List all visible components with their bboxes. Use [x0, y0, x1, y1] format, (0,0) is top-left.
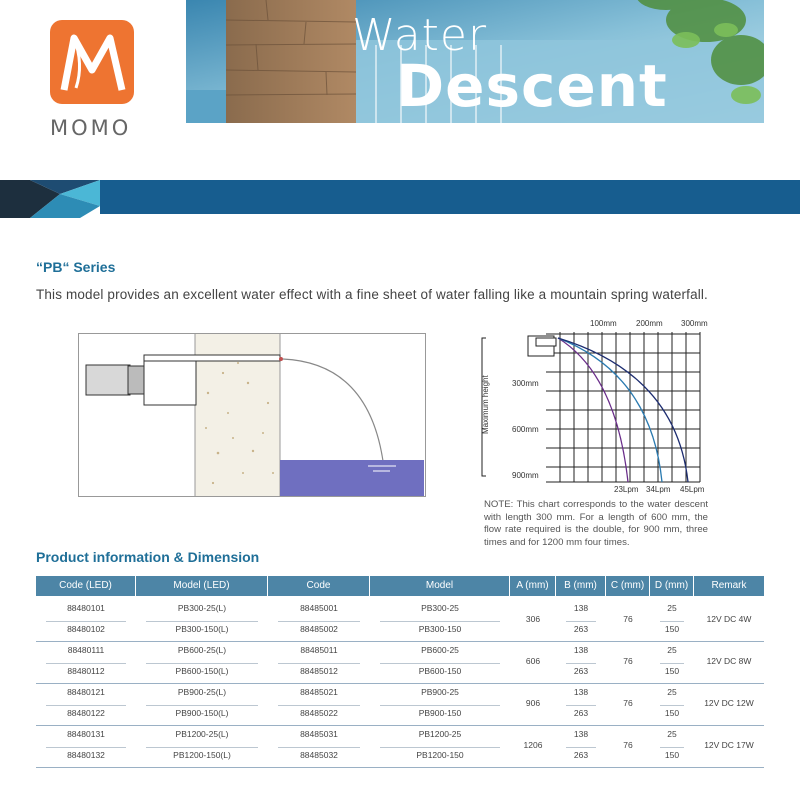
table-cell-b: 263 — [573, 750, 589, 760]
series-description: This model provides an excellent water effect with a fine sheet of water falling like a mountain spring waterfall. — [36, 287, 708, 302]
table-cell-code: 88485021 — [300, 687, 338, 697]
table-cell-code-led: 88480132 — [67, 750, 105, 760]
table-cell-code: 88485001 — [300, 603, 338, 613]
row-divider — [146, 663, 258, 664]
table-cell-code: 88485002 — [300, 624, 338, 634]
table-cell-model: PB300-25 — [421, 603, 459, 613]
y-label: 600mm — [512, 425, 539, 434]
table-row-group — [36, 642, 764, 684]
table-cell-model-led: PB300-25(L) — [177, 603, 227, 613]
row-divider — [146, 705, 258, 706]
table-cell-model: PB600-150 — [418, 666, 462, 676]
brand-logo — [50, 20, 134, 104]
table-cell-code-led: 88480111 — [67, 645, 105, 655]
table-cell-b: 263 — [573, 624, 589, 634]
table-cell-b: 138 — [573, 687, 589, 697]
table-cell-a: 306 — [525, 614, 541, 624]
table-cell-d: 25 — [667, 687, 677, 697]
table-cell-code-led: 88480122 — [67, 708, 105, 718]
flow-chart — [476, 314, 720, 496]
top-label: 300mm — [681, 319, 708, 328]
row-divider — [566, 621, 596, 622]
table-cell-c: 76 — [623, 698, 633, 708]
table-cell-d: 150 — [664, 624, 680, 634]
row-divider — [278, 663, 360, 664]
section-band — [100, 180, 800, 214]
table-cell-remark: 12V DC 17W — [704, 740, 754, 750]
column-header: D (mm) — [650, 576, 694, 596]
table-row-group — [36, 684, 764, 726]
table-cell-code-led: 88480121 — [67, 687, 105, 697]
table-cell-model-led: PB300-150(L) — [175, 624, 229, 634]
top-label: 100mm — [590, 319, 617, 328]
y-label: 900mm — [512, 471, 539, 480]
row-divider — [660, 747, 684, 748]
table-cell-remark: 12V DC 8W — [706, 656, 752, 666]
table-cell-code-led: 88480112 — [67, 666, 105, 676]
table-cell-code: 88485012 — [300, 666, 338, 676]
table-row-group — [36, 726, 764, 768]
hero-title-line2: Descent — [396, 52, 668, 120]
row-divider — [278, 621, 360, 622]
row-divider — [46, 621, 126, 622]
row-divider — [278, 705, 360, 706]
table-cell-model-led: PB600-25(L) — [177, 645, 227, 655]
column-header: Remark — [694, 576, 764, 596]
table-cell-code-led: 88480102 — [67, 624, 105, 634]
table-cell-a: 1206 — [523, 740, 543, 750]
table-cell-model-led: PB900-25(L) — [177, 687, 227, 697]
table-cell-d: 150 — [664, 666, 680, 676]
row-divider — [46, 705, 126, 706]
row-divider — [566, 747, 596, 748]
column-header: B (mm) — [556, 576, 606, 596]
table-cell-d: 150 — [664, 750, 680, 760]
table-cell-model-led: PB1200-150(L) — [173, 750, 231, 760]
table-header — [36, 576, 764, 596]
table-cell-remark: 12V DC 4W — [706, 614, 752, 624]
row-divider — [660, 663, 684, 664]
flow-label: 34Lpm — [646, 485, 671, 494]
installation-diagram — [78, 333, 426, 497]
table-cell-remark: 12V DC 12W — [704, 698, 754, 708]
chevron-decoration-icon — [0, 176, 110, 218]
table-cell-c: 76 — [623, 614, 633, 624]
table-cell-code: 88485031 — [300, 729, 338, 739]
table-cell-b: 263 — [573, 708, 589, 718]
table-cell-a: 906 — [525, 698, 541, 708]
table-cell-model-led: PB900-150(L) — [175, 708, 229, 718]
table-cell-model-led: PB1200-25(L) — [175, 729, 229, 739]
table-cell-code: 88485011 — [300, 645, 338, 655]
logo-mark-icon — [50, 20, 134, 104]
table-cell-model: PB1200-25 — [418, 729, 462, 739]
row-divider — [380, 621, 500, 622]
table-cell-a: 606 — [525, 656, 541, 666]
row-divider — [566, 705, 596, 706]
table-cell-b: 138 — [573, 729, 589, 739]
row-divider — [566, 663, 596, 664]
table-cell-code: 88485022 — [300, 708, 338, 718]
table-row-group — [36, 600, 764, 642]
table-cell-d: 150 — [664, 708, 680, 718]
row-divider — [46, 747, 126, 748]
table-cell-model: PB300-150 — [418, 624, 462, 634]
column-header: Code (LED) — [36, 576, 136, 596]
table-cell-code-led: 88480131 — [67, 729, 105, 739]
row-divider — [660, 705, 684, 706]
table-cell-d: 25 — [667, 645, 677, 655]
table-cell-model: PB900-150 — [418, 708, 462, 718]
flow-label: 23Lpm — [614, 485, 639, 494]
brand-name: MOMO — [50, 116, 132, 140]
series-title: “PB“ Series — [36, 259, 116, 275]
table-cell-c: 76 — [623, 656, 633, 666]
table-cell-d: 25 — [667, 729, 677, 739]
column-header: A (mm) — [510, 576, 556, 596]
hero-title-line1: Water — [352, 10, 488, 61]
product-info-title: Product information & Dimension — [36, 549, 260, 565]
flow-label: 45Lpm — [680, 485, 705, 494]
y-label: 300mm — [512, 379, 539, 388]
column-header: Model (LED) — [136, 576, 268, 596]
table-cell-model: PB600-25 — [421, 645, 459, 655]
chart-note: NOTE: This chart corresponds to the water descent with length 300 mm. For a length of 600 mm, the flow rate required is the double, for 900 mm, three times and for 1200 mm four times. — [484, 499, 708, 548]
table-cell-c: 76 — [623, 740, 633, 750]
table-cell-model: PB1200-150 — [416, 750, 464, 760]
column-header: Model — [370, 576, 510, 596]
row-divider — [146, 747, 258, 748]
row-divider — [278, 747, 360, 748]
top-label: 200mm — [636, 319, 663, 328]
y-axis-title: Maximum height — [481, 375, 490, 434]
row-divider — [46, 663, 126, 664]
column-header: C (mm) — [606, 576, 650, 596]
column-header: Code — [268, 576, 370, 596]
table-cell-d: 25 — [667, 603, 677, 613]
table-cell-code-led: 88480101 — [67, 603, 105, 613]
table-cell-b: 138 — [573, 603, 589, 613]
table-cell-code: 88485032 — [300, 750, 338, 760]
row-divider — [660, 621, 684, 622]
row-divider — [380, 663, 500, 664]
table-cell-b: 138 — [573, 645, 589, 655]
table-cell-model: PB900-25 — [421, 687, 459, 697]
table-cell-b: 263 — [573, 666, 589, 676]
table-cell-model-led: PB600-150(L) — [175, 666, 229, 676]
product-table — [36, 576, 764, 768]
row-divider — [146, 621, 258, 622]
row-divider — [380, 747, 500, 748]
row-divider — [380, 705, 500, 706]
